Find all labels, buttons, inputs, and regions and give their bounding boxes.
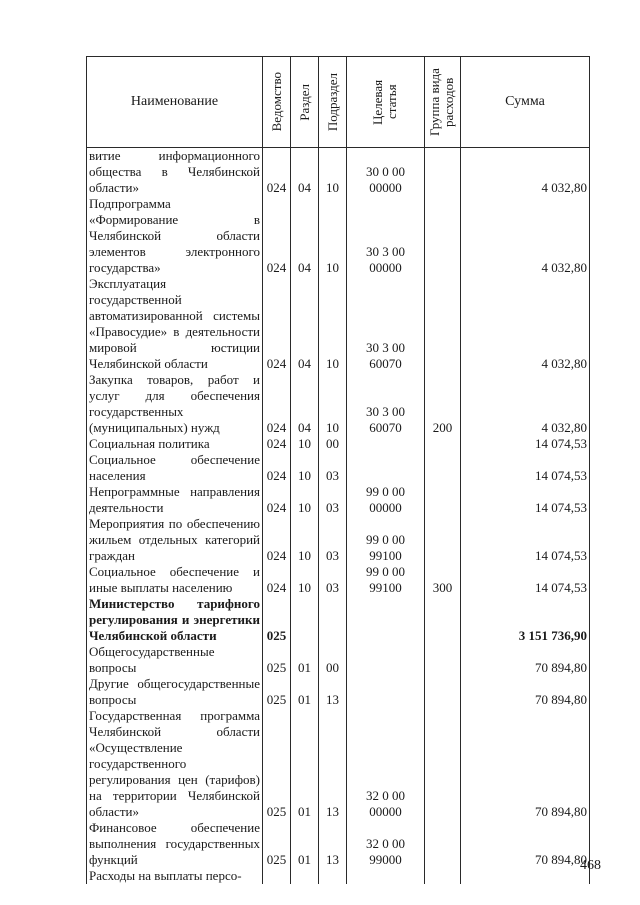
cell-sum: 70 894,80 [461, 820, 590, 868]
cell-name: Социальное обеспечение населения [87, 452, 263, 484]
cell-ved: 024 [263, 564, 291, 596]
table-row [87, 372, 590, 436]
cell-name: Государственная программа Челябинской области «Осуществление государственного регулирования цен (тарифов) на территории Челябинской области» [87, 708, 263, 820]
cell-name: Закупка товаров, работ и услуг для обеспечения государственных (муниципальных) нужд [87, 372, 263, 436]
cell-raz: 04 [291, 148, 319, 197]
cell-raz: 01 [291, 820, 319, 868]
header-podrazdel: Подраздел [319, 57, 347, 148]
budget-table [86, 56, 590, 884]
cell-pod: 03 [319, 516, 347, 564]
table-row [87, 820, 590, 868]
cell-name: Эксплуатация государственной автоматизированной системы «Правосудие» в деятельности мировой юстиции Челябинской области [87, 276, 263, 372]
cell-pod [319, 596, 347, 644]
cell-pod: 10 [319, 372, 347, 436]
cell-raz: 10 [291, 564, 319, 596]
cell-sum: 4 032,80 [461, 196, 590, 276]
cell-name: Социальное обеспечение и иные выплаты населению [87, 564, 263, 596]
header-name: Наименование [87, 57, 263, 148]
cell-grp [425, 820, 461, 868]
cell-name: Подпрограмма «Формирование в Челябинской области элементов электронного государства» [87, 196, 263, 276]
cell-ved: 025 [263, 820, 291, 868]
header-celevaya-statya: Целевая статья [347, 57, 425, 148]
table-row [87, 708, 590, 820]
cell-cel: 99 0 00 99100 [347, 564, 425, 596]
cell-cel: 99 0 00 99100 [347, 516, 425, 564]
table-row [87, 276, 590, 372]
table-row [87, 452, 590, 484]
header-gruppa-vida: Группа вида расходов [425, 57, 461, 148]
cell-ved: 025 [263, 676, 291, 708]
cell-grp [425, 708, 461, 820]
cell-raz: 01 [291, 644, 319, 676]
table-row [87, 484, 590, 516]
table-row [87, 516, 590, 564]
cell-grp: 200 [425, 372, 461, 436]
cell-sum: 70 894,80 [461, 644, 590, 676]
cell-grp [425, 148, 461, 197]
table-row [87, 868, 590, 884]
cell-ved: 024 [263, 148, 291, 197]
cell-sum [461, 868, 590, 884]
cell-name: Министерство тарифного регулирования и энергетики Челябинской области [87, 596, 263, 644]
table-body [87, 148, 590, 885]
cell-pod: 10 [319, 276, 347, 372]
cell-pod [319, 868, 347, 884]
cell-ved: 024 [263, 452, 291, 484]
cell-raz: 01 [291, 676, 319, 708]
cell-sum: 14 074,53 [461, 436, 590, 452]
cell-sum: 14 074,53 [461, 564, 590, 596]
cell-grp [425, 196, 461, 276]
cell-name: Непрограммные направления деятельности [87, 484, 263, 516]
cell-cel: 30 3 00 60070 [347, 372, 425, 436]
cell-sum: 4 032,80 [461, 148, 590, 197]
cell-pod: 13 [319, 676, 347, 708]
table-row [87, 196, 590, 276]
cell-name: Расходы на выплаты персо- [87, 868, 263, 884]
cell-ved: 024 [263, 196, 291, 276]
cell-grp [425, 676, 461, 708]
cell-cel [347, 644, 425, 676]
cell-ved: 024 [263, 484, 291, 516]
header-vedomstvo: Ведомство [263, 57, 291, 148]
cell-cel [347, 452, 425, 484]
cell-raz: 10 [291, 516, 319, 564]
cell-sum: 14 074,53 [461, 516, 590, 564]
cell-grp [425, 596, 461, 644]
cell-cel: 99 0 00 00000 [347, 484, 425, 516]
cell-raz: 04 [291, 196, 319, 276]
cell-ved: 024 [263, 436, 291, 452]
cell-cel: 30 3 00 00000 [347, 196, 425, 276]
cell-cel: 32 0 00 99000 [347, 820, 425, 868]
cell-sum: 4 032,80 [461, 276, 590, 372]
header-summa: Сумма [461, 57, 590, 148]
cell-raz: 04 [291, 276, 319, 372]
cell-sum: 4 032,80 [461, 372, 590, 436]
cell-grp: 300 [425, 564, 461, 596]
cell-cel: 30 3 00 60070 [347, 276, 425, 372]
cell-name: Мероприятия по обеспечению жильем отдельных категорий граждан [87, 516, 263, 564]
cell-raz: 04 [291, 372, 319, 436]
cell-grp [425, 644, 461, 676]
cell-name: витие информационного общества в Челябинской области» [87, 148, 263, 197]
table-row [87, 596, 590, 644]
cell-grp [425, 436, 461, 452]
cell-ved: 024 [263, 276, 291, 372]
cell-raz [291, 596, 319, 644]
cell-sum: 14 074,53 [461, 484, 590, 516]
cell-cel [347, 868, 425, 884]
cell-sum: 14 074,53 [461, 452, 590, 484]
cell-pod: 00 [319, 644, 347, 676]
cell-name: Общегосударственные вопросы [87, 644, 263, 676]
cell-cel: 32 0 00 00000 [347, 708, 425, 820]
cell-raz: 10 [291, 436, 319, 452]
cell-name: Социальная политика [87, 436, 263, 452]
table-header-row [87, 57, 590, 148]
cell-grp [425, 276, 461, 372]
cell-pod: 03 [319, 484, 347, 516]
cell-pod: 13 [319, 708, 347, 820]
cell-grp [425, 516, 461, 564]
table-row [87, 644, 590, 676]
cell-ved: 024 [263, 372, 291, 436]
cell-sum: 70 894,80 [461, 708, 590, 820]
table-row [87, 148, 590, 197]
cell-name: Другие общегосударственные вопросы [87, 676, 263, 708]
cell-cel [347, 436, 425, 452]
cell-pod: 00 [319, 436, 347, 452]
cell-grp [425, 868, 461, 884]
cell-ved [263, 868, 291, 884]
cell-grp [425, 452, 461, 484]
cell-raz: 10 [291, 452, 319, 484]
cell-grp [425, 484, 461, 516]
cell-name: Финансовое обеспечение выполнения государственных функций [87, 820, 263, 868]
table-row [87, 436, 590, 452]
cell-sum: 70 894,80 [461, 676, 590, 708]
header-razdel: Раздел [291, 57, 319, 148]
cell-ved: 024 [263, 516, 291, 564]
cell-raz: 10 [291, 484, 319, 516]
page-number: 468 [580, 858, 601, 873]
cell-cel [347, 596, 425, 644]
table-row [87, 676, 590, 708]
cell-pod: 13 [319, 820, 347, 868]
cell-pod: 10 [319, 148, 347, 197]
cell-ved: 025 [263, 644, 291, 676]
table-row [87, 564, 590, 596]
cell-cel [347, 676, 425, 708]
cell-sum: 3 151 736,90 [461, 596, 590, 644]
cell-ved: 025 [263, 708, 291, 820]
cell-raz [291, 868, 319, 884]
cell-ved: 025 [263, 596, 291, 644]
cell-pod: 03 [319, 452, 347, 484]
cell-cel: 30 0 00 00000 [347, 148, 425, 197]
cell-raz: 01 [291, 708, 319, 820]
cell-pod: 03 [319, 564, 347, 596]
cell-pod: 10 [319, 196, 347, 276]
